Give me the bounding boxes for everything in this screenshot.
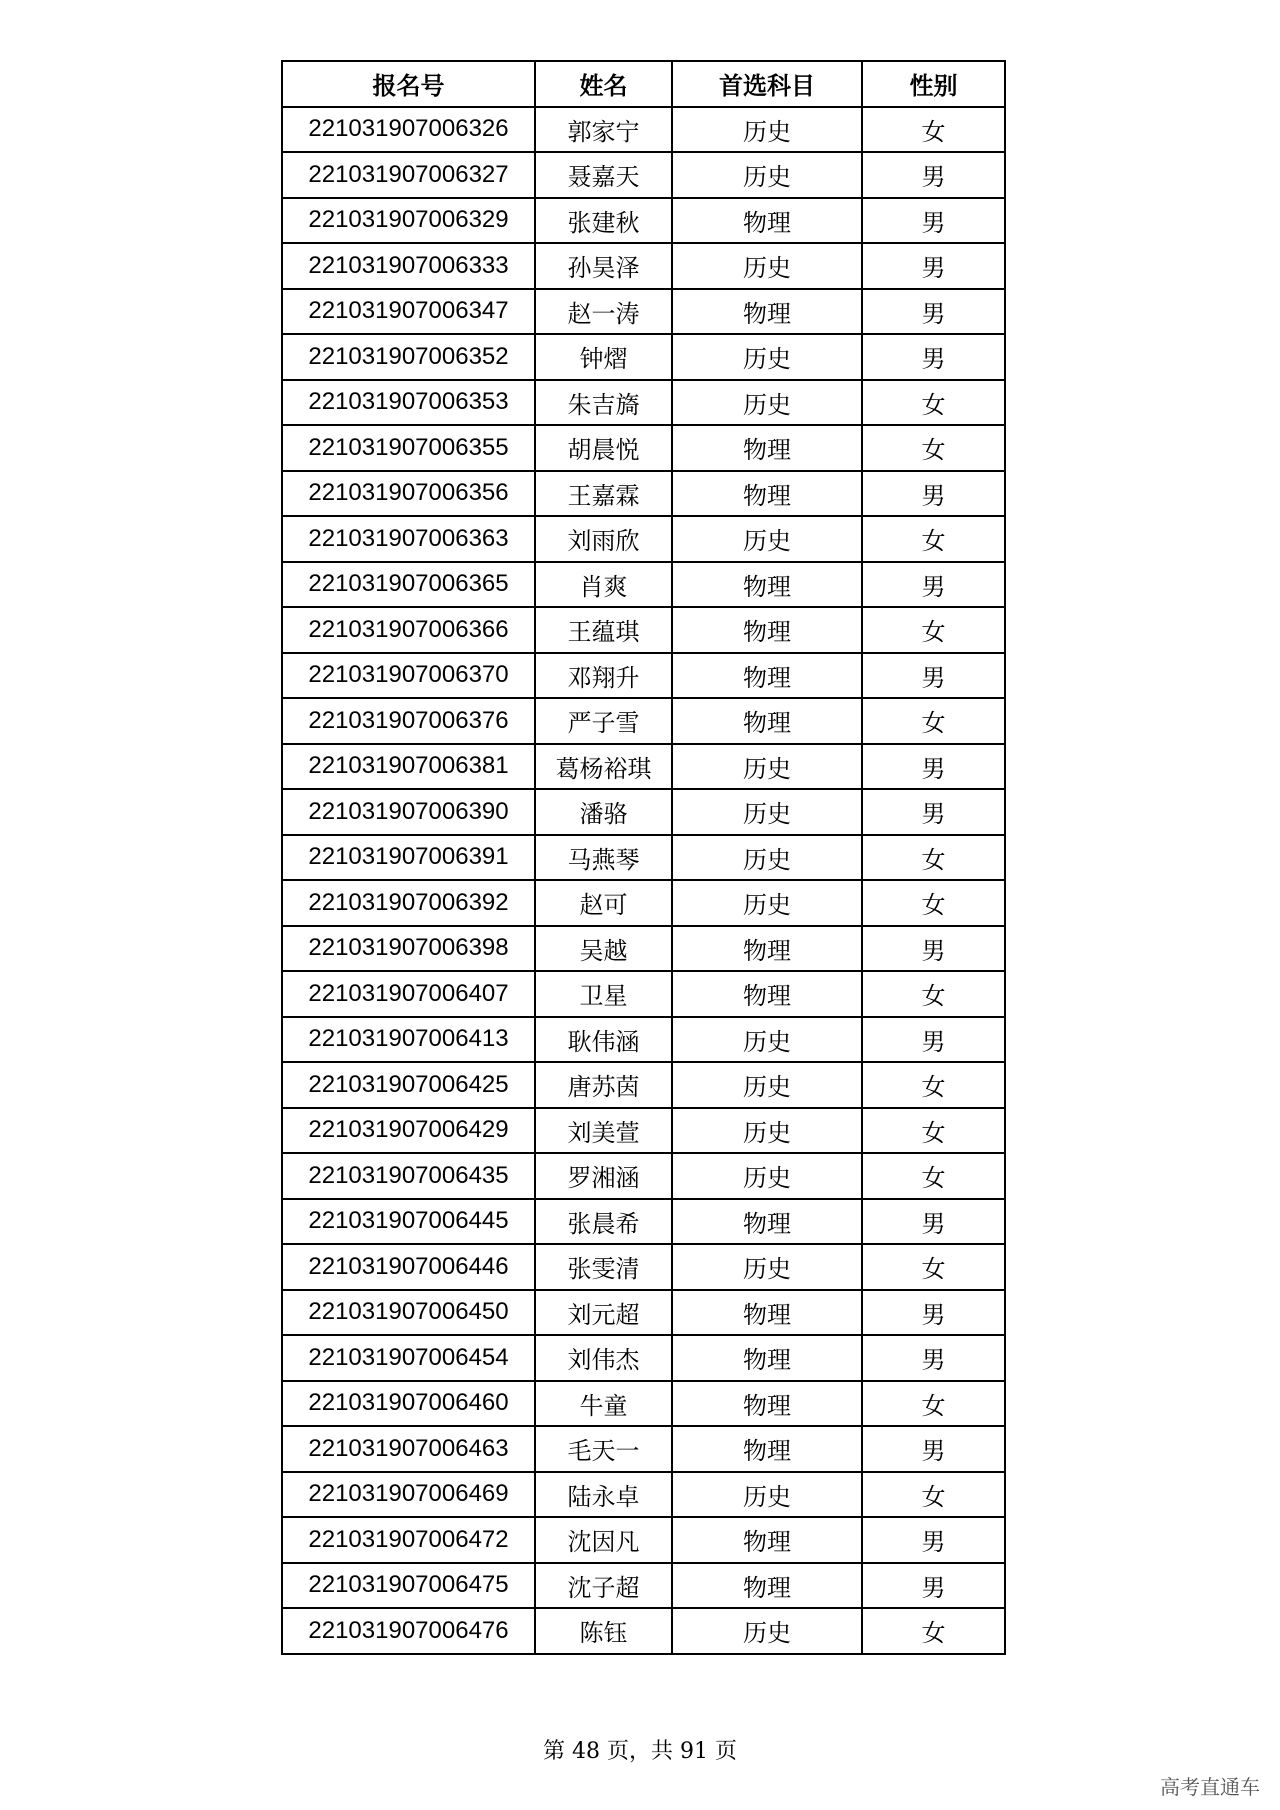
- preferred-subject-cell: 历史: [672, 1108, 862, 1154]
- name-cell: 罗湘涵: [535, 1153, 672, 1199]
- column-header-gender: 性别: [862, 61, 1005, 107]
- gender-cell: 男: [862, 1335, 1005, 1381]
- gender-cell: 男: [862, 289, 1005, 335]
- gender-cell: 男: [862, 1517, 1005, 1563]
- gender-cell: 男: [862, 562, 1005, 608]
- name-cell: 肖爽: [535, 562, 672, 608]
- table-row: [282, 471, 1005, 517]
- column-header-registration-number: 报名号: [282, 61, 535, 107]
- table-row: [282, 243, 1005, 289]
- preferred-subject-cell: 历史: [672, 1062, 862, 1108]
- table-row: [282, 1381, 1005, 1427]
- registration-number-cell: 221031907006476: [282, 1608, 535, 1654]
- table-row: [282, 1517, 1005, 1563]
- table-row: [282, 380, 1005, 426]
- registration-number-cell: 221031907006413: [282, 1017, 535, 1063]
- table-row: [282, 516, 1005, 562]
- registration-number-cell: 221031907006454: [282, 1335, 535, 1381]
- registration-number-cell: 221031907006398: [282, 926, 535, 972]
- preferred-subject-cell: 历史: [672, 107, 862, 153]
- preferred-subject-cell: 历史: [672, 835, 862, 881]
- gender-cell: 女: [862, 107, 1005, 153]
- preferred-subject-cell: 物理: [672, 698, 862, 744]
- gender-cell: 男: [862, 152, 1005, 198]
- registration-number-cell: 221031907006327: [282, 152, 535, 198]
- name-cell: 赵可: [535, 880, 672, 926]
- table-row: [282, 289, 1005, 335]
- registration-number-cell: 221031907006390: [282, 789, 535, 835]
- registration-number-cell: 221031907006353: [282, 380, 535, 426]
- registration-number-cell: 221031907006363: [282, 516, 535, 562]
- name-cell: 张雯清: [535, 1244, 672, 1290]
- registration-number-cell: 221031907006365: [282, 562, 535, 608]
- watermark-text: 高考直通车: [1160, 1775, 1260, 1799]
- name-cell: 陈钰: [535, 1608, 672, 1654]
- registration-number-cell: 221031907006460: [282, 1381, 535, 1427]
- registration-number-cell: 221031907006356: [282, 471, 535, 517]
- gender-cell: 女: [862, 380, 1005, 426]
- name-cell: 潘骆: [535, 789, 672, 835]
- gender-cell: 女: [862, 880, 1005, 926]
- preferred-subject-cell: 历史: [672, 152, 862, 198]
- name-cell: 严子雪: [535, 698, 672, 744]
- registration-number-cell: 221031907006429: [282, 1108, 535, 1154]
- table-row: [282, 744, 1005, 790]
- registration-number-cell: 221031907006366: [282, 607, 535, 653]
- name-cell: 王蕴琪: [535, 607, 672, 653]
- gender-cell: 男: [862, 789, 1005, 835]
- registration-number-cell: 221031907006352: [282, 334, 535, 380]
- table-row: [282, 334, 1005, 380]
- preferred-subject-cell: 历史: [672, 744, 862, 790]
- registration-number-cell: 221031907006472: [282, 1517, 535, 1563]
- registration-number-cell: 221031907006469: [282, 1472, 535, 1518]
- gender-cell: 女: [862, 835, 1005, 881]
- gender-cell: 男: [862, 1563, 1005, 1609]
- preferred-subject-cell: 历史: [672, 380, 862, 426]
- name-cell: 牛童: [535, 1381, 672, 1427]
- registration-number-cell: 221031907006347: [282, 289, 535, 335]
- gender-cell: 女: [862, 1472, 1005, 1518]
- table-row: [282, 789, 1005, 835]
- gender-cell: 男: [862, 653, 1005, 699]
- name-cell: 张建秋: [535, 198, 672, 244]
- registration-number-cell: 221031907006446: [282, 1244, 535, 1290]
- table-row: [282, 198, 1005, 244]
- name-cell: 毛天一: [535, 1426, 672, 1472]
- name-cell: 刘美萱: [535, 1108, 672, 1154]
- preferred-subject-cell: 物理: [672, 971, 862, 1017]
- preferred-subject-cell: 物理: [672, 1426, 862, 1472]
- registration-number-cell: 221031907006392: [282, 880, 535, 926]
- preferred-subject-cell: 物理: [672, 1563, 862, 1609]
- gender-cell: 女: [862, 1108, 1005, 1154]
- preferred-subject-cell: 物理: [672, 1335, 862, 1381]
- table-row: [282, 1472, 1005, 1518]
- table-row: [282, 1290, 1005, 1336]
- registration-number-cell: 221031907006450: [282, 1290, 535, 1336]
- gender-cell: 男: [862, 198, 1005, 244]
- preferred-subject-cell: 物理: [672, 1290, 862, 1336]
- table-row: [282, 835, 1005, 881]
- gender-cell: 女: [862, 1608, 1005, 1654]
- preferred-subject-cell: 历史: [672, 880, 862, 926]
- table-row: [282, 152, 1005, 198]
- gender-cell: 男: [862, 1017, 1005, 1063]
- table-body: [282, 107, 1005, 1654]
- name-cell: 赵一涛: [535, 289, 672, 335]
- table-row: [282, 880, 1005, 926]
- page-number: 第 48 页，共 91 页: [543, 1739, 737, 1764]
- table-row: [282, 107, 1005, 153]
- preferred-subject-cell: 历史: [672, 1608, 862, 1654]
- name-cell: 刘雨欣: [535, 516, 672, 562]
- name-cell: 吴越: [535, 926, 672, 972]
- name-cell: 钟熠: [535, 334, 672, 380]
- table-row: [282, 1199, 1005, 1245]
- preferred-subject-cell: 物理: [672, 198, 862, 244]
- preferred-subject-cell: 物理: [672, 1517, 862, 1563]
- name-cell: 卫星: [535, 971, 672, 1017]
- name-cell: 王嘉霖: [535, 471, 672, 517]
- gender-cell: 男: [862, 926, 1005, 972]
- gender-cell: 男: [862, 334, 1005, 380]
- registration-number-cell: 221031907006435: [282, 1153, 535, 1199]
- preferred-subject-cell: 历史: [672, 334, 862, 380]
- preferred-subject-cell: 物理: [672, 1199, 862, 1245]
- student-roster-table: [281, 60, 1006, 1655]
- gender-cell: 男: [862, 744, 1005, 790]
- gender-cell: 男: [862, 1290, 1005, 1336]
- table-row: [282, 1608, 1005, 1654]
- name-cell: 马燕琴: [535, 835, 672, 881]
- gender-cell: 男: [862, 1199, 1005, 1245]
- preferred-subject-cell: 物理: [672, 653, 862, 699]
- table-row: [282, 607, 1005, 653]
- gender-cell: 男: [862, 243, 1005, 289]
- name-cell: 刘元超: [535, 1290, 672, 1336]
- table-row: [282, 1017, 1005, 1063]
- table-row: [282, 971, 1005, 1017]
- table-row: [282, 1244, 1005, 1290]
- registration-number-cell: 221031907006381: [282, 744, 535, 790]
- preferred-subject-cell: 历史: [672, 1153, 862, 1199]
- table-row: [282, 1426, 1005, 1472]
- table-row: [282, 1108, 1005, 1154]
- column-header-name: 姓名: [535, 61, 672, 107]
- name-cell: 胡晨悦: [535, 425, 672, 471]
- registration-number-cell: 221031907006463: [282, 1426, 535, 1472]
- name-cell: 朱吉旖: [535, 380, 672, 426]
- preferred-subject-cell: 物理: [672, 471, 862, 517]
- preferred-subject-cell: 历史: [672, 516, 862, 562]
- column-header-preferred-subject: 首选科目: [672, 61, 862, 107]
- registration-number-cell: 221031907006370: [282, 653, 535, 699]
- name-cell: 沈因凡: [535, 1517, 672, 1563]
- table-row: [282, 1563, 1005, 1609]
- name-cell: 耿伟涵: [535, 1017, 672, 1063]
- table-row: [282, 698, 1005, 744]
- table-row: [282, 425, 1005, 471]
- preferred-subject-cell: 物理: [672, 425, 862, 471]
- preferred-subject-cell: 历史: [672, 789, 862, 835]
- preferred-subject-cell: 历史: [672, 243, 862, 289]
- table-row: [282, 562, 1005, 608]
- name-cell: 刘伟杰: [535, 1335, 672, 1381]
- table-row: [282, 653, 1005, 699]
- table-row: [282, 1062, 1005, 1108]
- preferred-subject-cell: 物理: [672, 607, 862, 653]
- name-cell: 陆永卓: [535, 1472, 672, 1518]
- preferred-subject-cell: 物理: [672, 289, 862, 335]
- registration-number-cell: 221031907006407: [282, 971, 535, 1017]
- registration-number-cell: 221031907006355: [282, 425, 535, 471]
- preferred-subject-cell: 历史: [672, 1244, 862, 1290]
- name-cell: 沈子超: [535, 1563, 672, 1609]
- registration-number-cell: 221031907006425: [282, 1062, 535, 1108]
- registration-number-cell: 221031907006326: [282, 107, 535, 153]
- name-cell: 张晨希: [535, 1199, 672, 1245]
- registration-number-cell: 221031907006376: [282, 698, 535, 744]
- gender-cell: 女: [862, 1244, 1005, 1290]
- gender-cell: 男: [862, 1426, 1005, 1472]
- gender-cell: 女: [862, 516, 1005, 562]
- registration-number-cell: 221031907006475: [282, 1563, 535, 1609]
- preferred-subject-cell: 历史: [672, 1017, 862, 1063]
- table-row: [282, 1335, 1005, 1381]
- gender-cell: 女: [862, 971, 1005, 1017]
- gender-cell: 女: [862, 607, 1005, 653]
- name-cell: 聂嘉天: [535, 152, 672, 198]
- registration-number-cell: 221031907006391: [282, 835, 535, 881]
- gender-cell: 女: [862, 425, 1005, 471]
- table-row: [282, 926, 1005, 972]
- name-cell: 唐苏茵: [535, 1062, 672, 1108]
- preferred-subject-cell: 物理: [672, 926, 862, 972]
- registration-number-cell: 221031907006445: [282, 1199, 535, 1245]
- gender-cell: 男: [862, 471, 1005, 517]
- gender-cell: 女: [862, 698, 1005, 744]
- gender-cell: 女: [862, 1153, 1005, 1199]
- registration-number-cell: 221031907006329: [282, 198, 535, 244]
- name-cell: 郭家宁: [535, 107, 672, 153]
- name-cell: 孙昊泽: [535, 243, 672, 289]
- name-cell: 邓翔升: [535, 653, 672, 699]
- table-header-row: [282, 61, 1005, 107]
- gender-cell: 女: [862, 1381, 1005, 1427]
- preferred-subject-cell: 物理: [672, 562, 862, 608]
- preferred-subject-cell: 物理: [672, 1381, 862, 1427]
- preferred-subject-cell: 历史: [672, 1472, 862, 1518]
- gender-cell: 女: [862, 1062, 1005, 1108]
- registration-number-cell: 221031907006333: [282, 243, 535, 289]
- table-row: [282, 1153, 1005, 1199]
- name-cell: 葛杨裕琪: [535, 744, 672, 790]
